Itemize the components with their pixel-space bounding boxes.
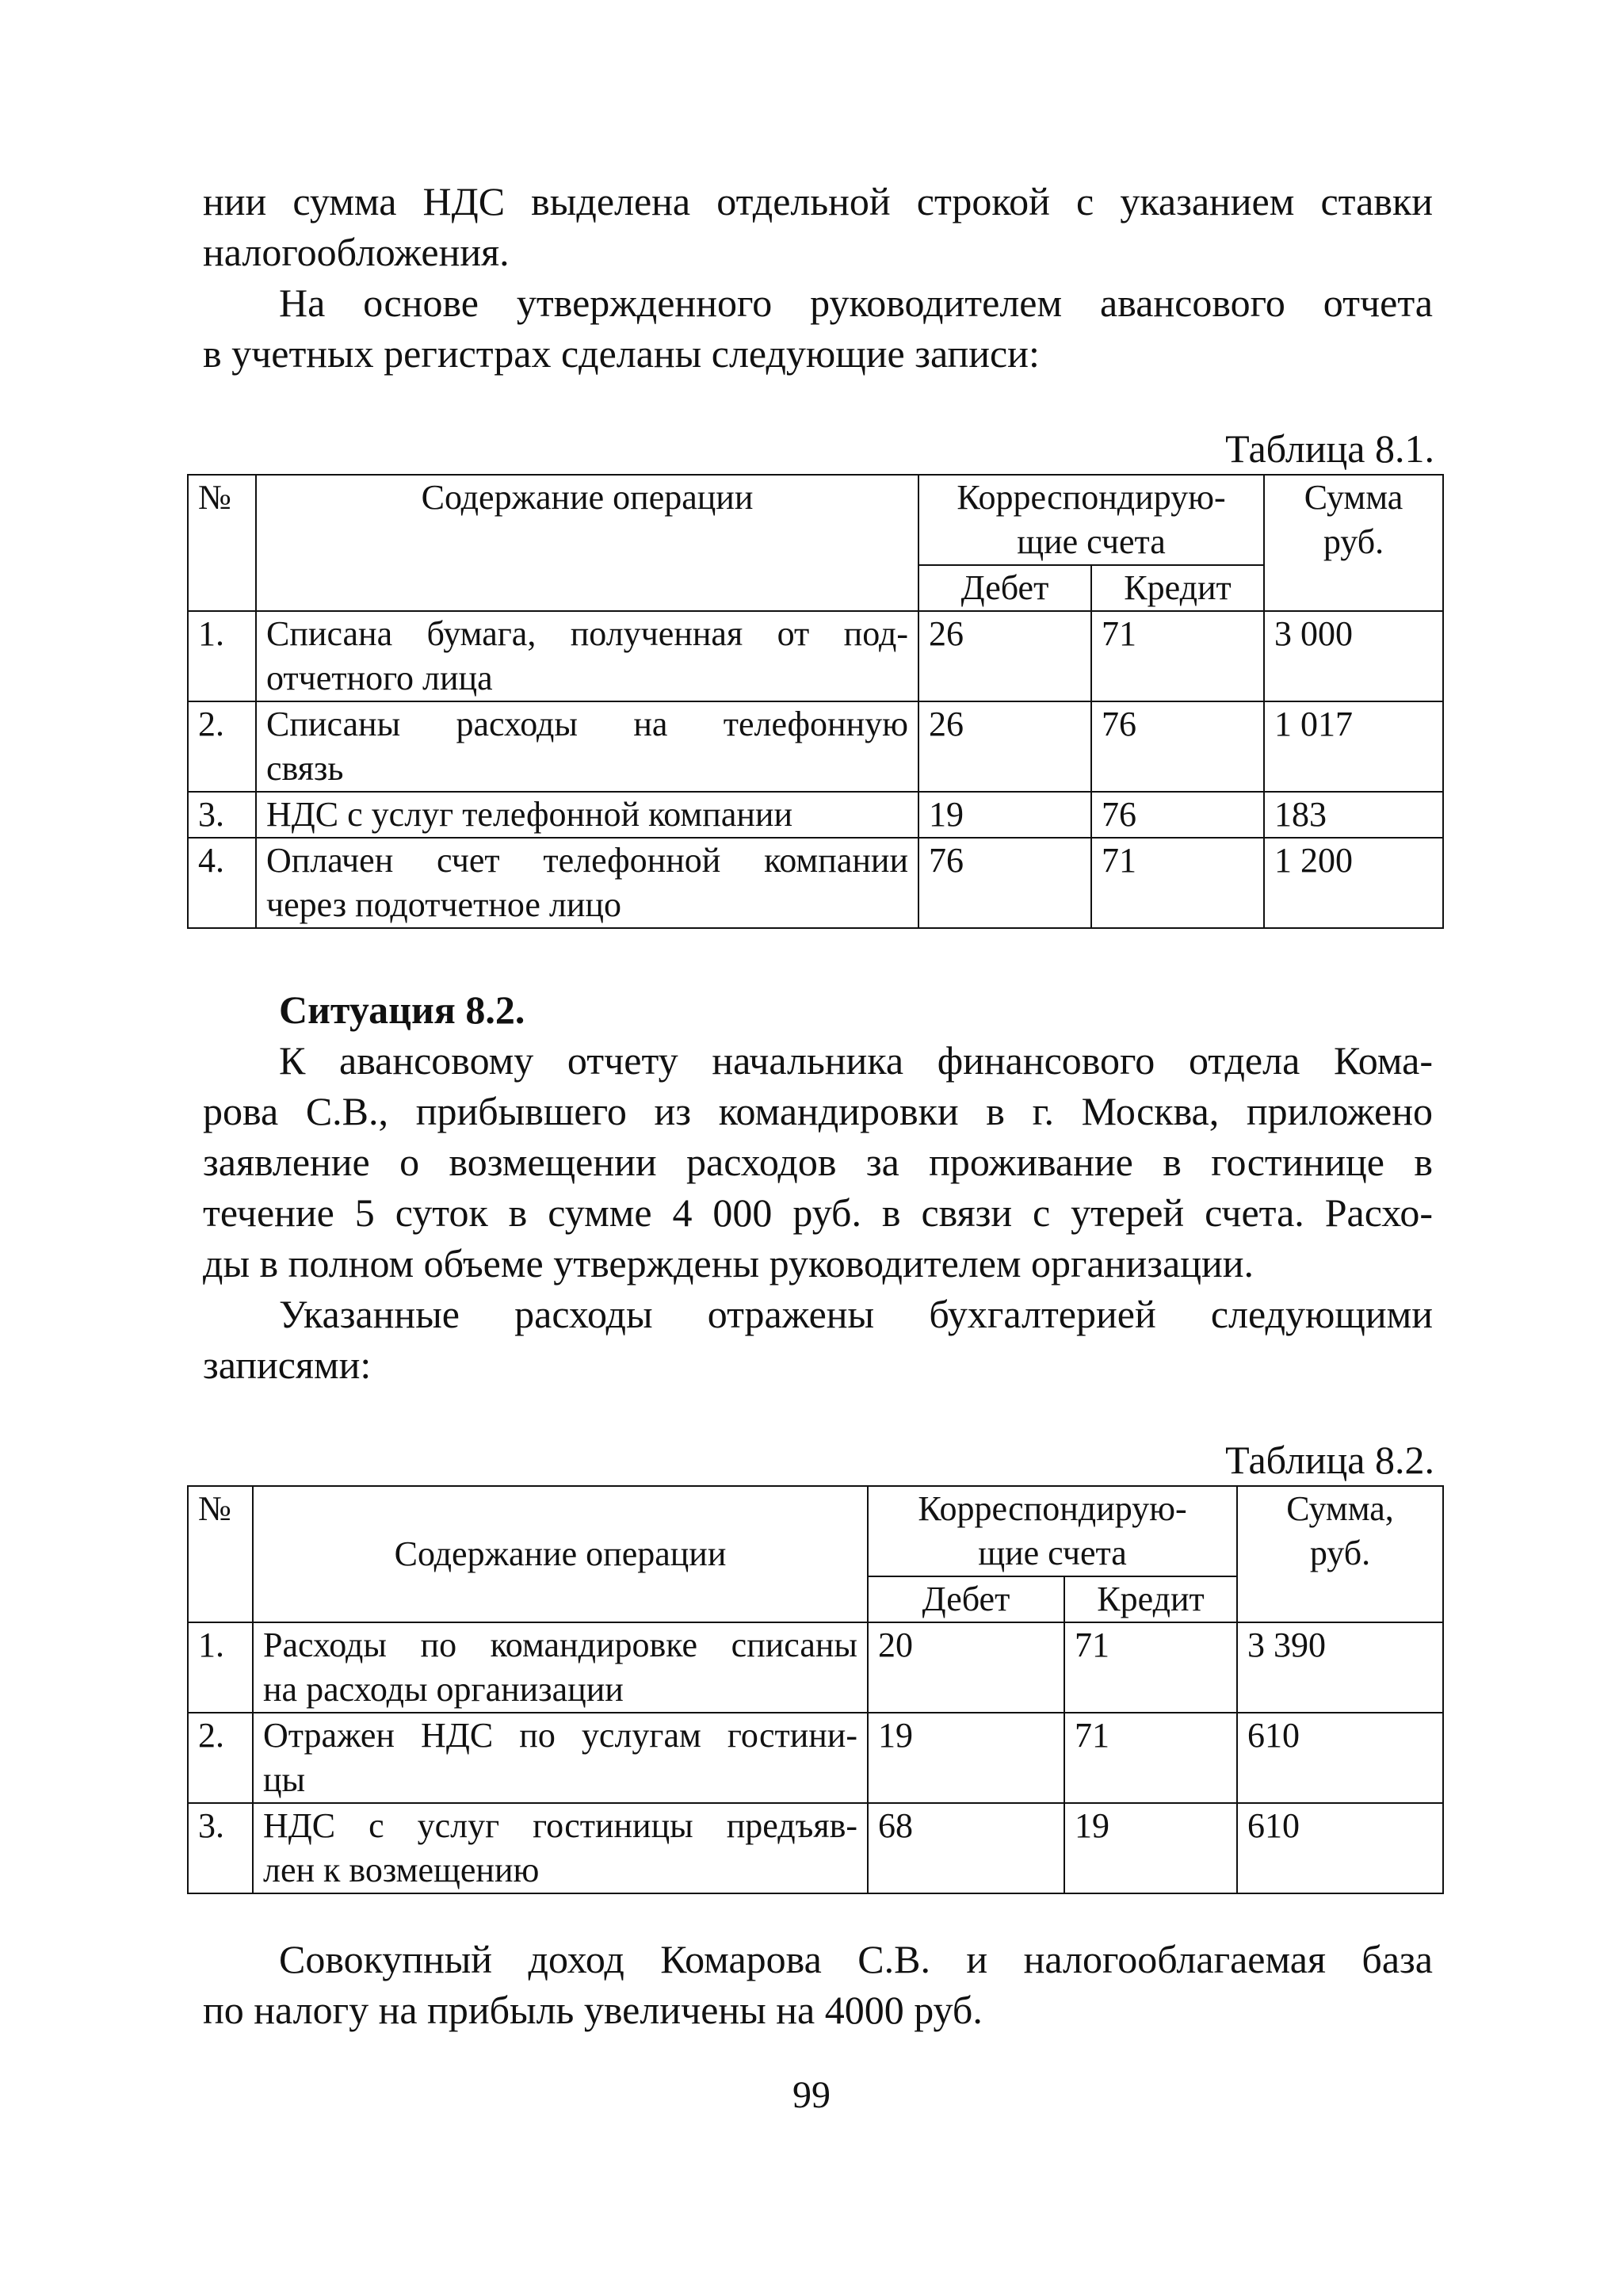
page-number: 99 bbox=[792, 2074, 831, 2116]
header-accounts-line: щие счета bbox=[978, 1534, 1127, 1572]
header-credit: Кредит bbox=[1091, 565, 1264, 611]
row-sum: 610 bbox=[1237, 1713, 1443, 1803]
header-sum bbox=[1264, 475, 1443, 611]
table-row bbox=[188, 701, 1443, 792]
header-debit: Дебет bbox=[868, 1576, 1064, 1622]
situation-paragraph-2 bbox=[203, 1289, 1433, 1390]
text-line: рова С.В., прибывшего из командировки в г. Москва, приложено bbox=[203, 1089, 1433, 1133]
row-num: 2. bbox=[188, 1713, 253, 1803]
header-num: № bbox=[188, 1486, 253, 1622]
row-credit: 76 bbox=[1091, 701, 1264, 792]
table-row bbox=[188, 1713, 1443, 1803]
header-accounts bbox=[868, 1486, 1237, 1576]
operation-line: связь bbox=[266, 749, 344, 788]
operation-line: отчетного лица bbox=[266, 659, 493, 697]
row-operation bbox=[253, 1622, 868, 1713]
table-header-row bbox=[188, 475, 1443, 565]
table-2-caption: Таблица 8.2. bbox=[1225, 1438, 1434, 1482]
intro-paragraph-2 bbox=[203, 277, 1433, 379]
operation-line: Списаны расходы на телефонную bbox=[266, 705, 908, 743]
row-operation bbox=[256, 838, 918, 928]
row-debit: 68 bbox=[868, 1803, 1064, 1893]
row-sum: 3 390 bbox=[1237, 1622, 1443, 1713]
row-num: 4. bbox=[188, 838, 256, 928]
row-credit: 71 bbox=[1064, 1713, 1237, 1803]
row-sum: 183 bbox=[1264, 792, 1443, 838]
row-sum: 1 017 bbox=[1264, 701, 1443, 792]
table-header-row bbox=[188, 1486, 1443, 1576]
situation-heading: Ситуация 8.2. bbox=[279, 988, 525, 1032]
header-debit: Дебет bbox=[918, 565, 1091, 611]
text-line: записями: bbox=[203, 1343, 372, 1387]
text-line: ды в полном объеме утверждены руководителем организации. bbox=[203, 1241, 1254, 1286]
situation-paragraph-1 bbox=[203, 1035, 1433, 1289]
operation-line: Списана бумага, полученная от под- bbox=[266, 614, 908, 653]
operation-line: через подотчетное лицо bbox=[266, 885, 621, 924]
conclusion-paragraph bbox=[203, 1934, 1433, 2035]
header-content: Содержание операции bbox=[256, 475, 918, 611]
operation-line: НДС с услуг гостиницы предъяв- bbox=[263, 1806, 857, 1845]
row-operation bbox=[256, 701, 918, 792]
text-line: нии сумма НДС выделена отдельной строкой с указанием ставки bbox=[203, 179, 1433, 223]
table-row bbox=[188, 838, 1443, 928]
header-sum bbox=[1237, 1486, 1443, 1622]
text-line: На основе утвержденного руководителем авансового отчета bbox=[279, 281, 1433, 325]
header-content: Содержание операции bbox=[253, 1486, 868, 1622]
operation-line: Расходы по командировке списаны bbox=[263, 1626, 857, 1664]
row-credit: 71 bbox=[1064, 1622, 1237, 1713]
row-num: 2. bbox=[188, 701, 256, 792]
text-line: в учетных регистрах сделаны следующие записи: bbox=[203, 331, 1040, 376]
operation-line: Отражен НДС по услугам гостини- bbox=[263, 1716, 857, 1755]
header-credit: Кредит bbox=[1064, 1576, 1237, 1622]
text-line: Совокупный доход Комарова С.В. и налогооблагаемая база bbox=[279, 1937, 1433, 1981]
row-num: 1. bbox=[188, 611, 256, 701]
row-debit: 20 bbox=[868, 1622, 1064, 1713]
row-credit: 71 bbox=[1091, 838, 1264, 928]
row-sum: 610 bbox=[1237, 1803, 1443, 1893]
row-debit: 19 bbox=[868, 1713, 1064, 1803]
header-accounts-line: щие счета bbox=[1017, 522, 1166, 561]
row-credit: 19 bbox=[1064, 1803, 1237, 1893]
text-line: К авансовому отчету начальника финансового отдела Кома- bbox=[279, 1038, 1433, 1083]
text-line: течение 5 суток в сумме 4 000 руб. в связи с утерей счета. Расхо- bbox=[203, 1190, 1433, 1235]
table-row bbox=[188, 792, 1443, 838]
table-1-caption: Таблица 8.1. bbox=[1225, 426, 1434, 471]
text-line: Указанные расходы отражены бухгалтерией следующими bbox=[279, 1292, 1433, 1336]
row-operation bbox=[256, 611, 918, 701]
operation-line: на расходы организации bbox=[263, 1670, 624, 1709]
text-line: по налогу на прибыль увеличены на 4000 руб. bbox=[203, 1988, 983, 2032]
header-sum-line: Сумма bbox=[1304, 478, 1403, 517]
row-credit: 76 bbox=[1091, 792, 1264, 838]
header-sum-line: руб. bbox=[1309, 1534, 1371, 1572]
operation-line: Оплачен счет телефонной компании bbox=[266, 841, 908, 880]
header-accounts-line: Корреспондирую- bbox=[957, 478, 1226, 517]
header-sum-line: руб. bbox=[1323, 522, 1384, 561]
table-row bbox=[188, 1622, 1443, 1713]
header-sum-line: Сумма, bbox=[1286, 1489, 1394, 1528]
row-debit: 26 bbox=[918, 611, 1091, 701]
header-accounts bbox=[918, 475, 1264, 565]
text-line: налогообложения. bbox=[203, 230, 510, 274]
header-accounts-line: Корреспондирую- bbox=[918, 1489, 1187, 1528]
header-num: № bbox=[188, 475, 256, 611]
table-2 bbox=[187, 1485, 1444, 1894]
row-debit: 19 bbox=[918, 792, 1091, 838]
row-debit: 26 bbox=[918, 701, 1091, 792]
operation-line: цы bbox=[263, 1760, 306, 1799]
text-line: заявление о возмещении расходов за проживание в гостинице в bbox=[203, 1140, 1433, 1184]
row-operation bbox=[253, 1803, 868, 1893]
operation-line: НДС с услуг телефонной компании bbox=[266, 795, 792, 834]
row-credit: 71 bbox=[1091, 611, 1264, 701]
row-operation bbox=[253, 1713, 868, 1803]
row-num: 3. bbox=[188, 792, 256, 838]
row-sum: 1 200 bbox=[1264, 838, 1443, 928]
row-debit: 76 bbox=[918, 838, 1091, 928]
row-sum: 3 000 bbox=[1264, 611, 1443, 701]
table-row bbox=[188, 611, 1443, 701]
table-row bbox=[188, 1803, 1443, 1893]
row-operation bbox=[256, 792, 918, 838]
intro-paragraph-1 bbox=[203, 176, 1433, 277]
row-num: 1. bbox=[188, 1622, 253, 1713]
table-1 bbox=[187, 474, 1444, 929]
operation-line: лен к возмещению bbox=[263, 1851, 540, 1889]
row-num: 3. bbox=[188, 1803, 253, 1893]
